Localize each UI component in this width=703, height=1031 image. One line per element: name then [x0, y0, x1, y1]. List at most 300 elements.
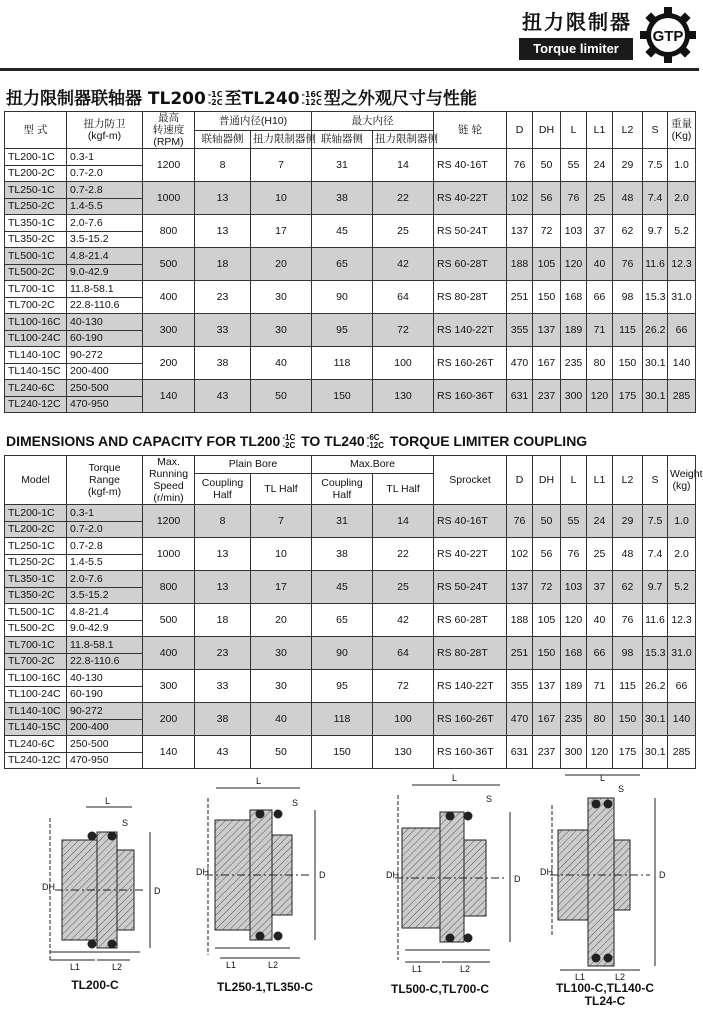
title-en-sup1 — [282, 434, 295, 450]
sprocket-cell: RS 40-22T — [434, 538, 507, 571]
table-row — [5, 314, 696, 331]
dh-cell: 237 — [533, 736, 561, 769]
spec-table-en — [4, 455, 703, 769]
plain-bore-tl-cell: 50 — [251, 380, 312, 413]
plain-bore-coupling-cell: 23 — [195, 281, 251, 314]
plain-bore-tl-cell: 17 — [251, 571, 312, 604]
model-cell: TL500-2C — [5, 264, 67, 281]
model-cell: TL140-15C — [5, 363, 67, 380]
plain-bore-tl-cell: 30 — [251, 637, 312, 670]
title-en-mid: TO TL240 — [297, 433, 365, 449]
sprocket-cell: RS 80-28T — [434, 637, 507, 670]
torque-range-cell: 0.7-2.0 — [67, 165, 143, 182]
l1-cell: 80 — [587, 703, 613, 736]
logo-text: GTP — [652, 28, 684, 45]
model-cell: TL140-15C — [5, 719, 67, 736]
table-row — [5, 538, 696, 555]
model-cell: TL350-2C — [5, 231, 67, 248]
s-cell: 9.7 — [643, 571, 668, 604]
s-cell: 9.7 — [643, 215, 668, 248]
d-cell: 251 — [507, 281, 533, 314]
weight-cell: 66 — [668, 670, 696, 703]
torque-range-cell: 0.7-2.8 — [67, 538, 143, 555]
speed-cell: 200 — [143, 703, 195, 736]
model-cell: TL200-2C — [5, 521, 67, 538]
dim-label-s: S — [618, 784, 625, 794]
plain-bore-coupling-cell: 33 — [195, 670, 251, 703]
s-cell: 30.1 — [643, 703, 668, 736]
torque-range-cell: 0.7-2.8 — [67, 182, 143, 199]
max-bore-coupling-cell: 95 — [312, 670, 373, 703]
torque-range-cell: 0.3-1 — [67, 505, 143, 522]
max-bore-tl-cell: 72 — [373, 670, 434, 703]
drawing-tl100-140-24 — [550, 775, 655, 970]
speed-cell: 400 — [143, 281, 195, 314]
max-bore-coupling-cell: 118 — [312, 347, 373, 380]
l1-cell: 24 — [587, 149, 613, 182]
plain-bore-coupling-cell: 33 — [195, 314, 251, 347]
torque-range-cell: 11.8-58.1 — [67, 637, 143, 654]
s-cell: 15.3 — [643, 637, 668, 670]
model-cell: TL100-16C — [5, 670, 67, 687]
table-row — [5, 182, 696, 199]
plain-bore-tl-cell: 20 — [251, 248, 312, 281]
table-body-en — [5, 505, 696, 769]
dh-cell: 167 — [533, 703, 561, 736]
spec-table-cn — [4, 111, 696, 413]
col-l2: L2 — [613, 112, 643, 149]
plain-bore-coupling-cell: 13 — [195, 538, 251, 571]
table-row — [5, 670, 696, 687]
model-cell: TL140-10C — [5, 347, 67, 364]
max-bore-tl-cell: 100 — [373, 703, 434, 736]
title-cn-sup2 — [302, 91, 322, 107]
weight-cell: 31.0 — [668, 637, 696, 670]
d-cell: 188 — [507, 604, 533, 637]
d-cell: 355 — [507, 314, 533, 347]
torque-range-cell: 9.0-42.9 — [67, 264, 143, 281]
table-row — [5, 505, 696, 522]
d-cell: 470 — [507, 347, 533, 380]
torque-range-cell: 250-500 — [67, 380, 143, 397]
dh-cell: 150 — [533, 637, 561, 670]
sup-top: -16C — [301, 90, 322, 99]
l2-cell: 48 — [613, 538, 643, 571]
caption-tl500-700: TL500-C,TL700-C — [390, 982, 490, 996]
l1-cell: 120 — [587, 380, 613, 413]
max-bore-coupling-cell: 150 — [312, 736, 373, 769]
caption-tl200: TL200-C — [71, 978, 119, 992]
model-cell: TL200-1C — [5, 149, 67, 166]
l-cell: 55 — [561, 505, 587, 538]
dim-label-l: L — [256, 776, 262, 786]
l2-cell: 76 — [613, 604, 643, 637]
plain-bore-coupling-cell: 13 — [195, 571, 251, 604]
l2-cell: 62 — [613, 571, 643, 604]
weight-cell: 1.0 — [668, 505, 696, 538]
sprocket-cell: RS 60-28T — [434, 248, 507, 281]
torque-range-cell: 22.8-110.6 — [67, 653, 143, 670]
l-cell: 189 — [561, 670, 587, 703]
max-bore-tl-cell: 25 — [373, 215, 434, 248]
sprocket-cell: RS 160-36T — [434, 380, 507, 413]
dh-cell: 137 — [533, 670, 561, 703]
torque-range-cell: 250-500 — [67, 736, 143, 753]
col-s: S — [643, 456, 668, 505]
weight-cell: 12.3 — [668, 604, 696, 637]
s-cell: 7.5 — [643, 505, 668, 538]
max-bore-coupling-cell: 38 — [312, 182, 373, 215]
dh-cell: 56 — [533, 182, 561, 215]
l2-cell: 98 — [613, 281, 643, 314]
dim-label-s: S — [486, 794, 493, 804]
col-max-bore: Max.Bore — [312, 456, 434, 474]
l1-cell: 71 — [587, 314, 613, 347]
model-cell: TL250-1C — [5, 182, 67, 199]
title-cn-prefix: 扭力限制器联轴器 TL200 — [6, 89, 206, 109]
col-plain-bore: 普通内径(H10) — [195, 112, 312, 131]
model-cell: TL250-1C — [5, 538, 67, 555]
l2-cell: 175 — [613, 736, 643, 769]
title-en-suffix: TORQUE LIMITER COUPLING — [386, 433, 588, 449]
speed-cell: 800 — [143, 215, 195, 248]
max-bore-coupling-cell: 118 — [312, 703, 373, 736]
d-cell: 631 — [507, 736, 533, 769]
header-rule — [0, 68, 699, 71]
col-plain-bore: Plain Bore — [195, 456, 312, 474]
d-cell: 137 — [507, 215, 533, 248]
sprocket-cell: RS 140-22T — [434, 670, 507, 703]
model-cell: TL100-24C — [5, 686, 67, 703]
max-bore-tl-cell: 130 — [373, 380, 434, 413]
title-en-sup2 — [367, 434, 384, 450]
dim-label-d: D — [319, 870, 326, 880]
weight-cell: 31.0 — [668, 281, 696, 314]
dh-cell: 150 — [533, 281, 561, 314]
dim-label-l1: L1 — [575, 972, 586, 982]
dim-label-l: L — [600, 773, 606, 783]
d-cell: 470 — [507, 703, 533, 736]
plain-bore-tl-cell: 20 — [251, 604, 312, 637]
dh-cell: 72 — [533, 571, 561, 604]
dim-label-d: D — [154, 886, 161, 896]
header — [0, 0, 699, 76]
caption-tl100-140-24: TL100-C,TL140-C TL24-C — [555, 981, 655, 1008]
table-row — [5, 347, 696, 364]
plain-bore-tl-cell: 30 — [251, 670, 312, 703]
l-cell: 168 — [561, 281, 587, 314]
table-row — [5, 604, 696, 621]
dim-label-dh: DH — [42, 882, 55, 892]
speed-cell: 1200 — [143, 149, 195, 182]
col-max-bore: 最大内径 — [312, 112, 434, 131]
sprocket-cell: RS 160-26T — [434, 347, 507, 380]
model-cell: TL100-24C — [5, 330, 67, 347]
model-cell: TL350-1C — [5, 571, 67, 588]
dim-label-s: S — [122, 818, 129, 828]
weight-cell: 5.2 — [668, 571, 696, 604]
dim-label-l: L — [105, 796, 111, 806]
s-cell: 15.3 — [643, 281, 668, 314]
plain-bore-coupling-cell: 18 — [195, 604, 251, 637]
l-cell: 235 — [561, 347, 587, 380]
l2-cell: 115 — [613, 314, 643, 347]
torque-range-cell: 4.8-21.4 — [67, 248, 143, 265]
plain-bore-tl-cell: 50 — [251, 736, 312, 769]
table-row — [5, 703, 696, 720]
col-plain-a: 联轴器侧 — [195, 130, 251, 149]
torque-range-cell: 40-130 — [67, 670, 143, 687]
max-bore-tl-cell: 42 — [373, 604, 434, 637]
section-title-en — [6, 433, 587, 450]
weight-cell: 1.0 — [668, 149, 696, 182]
drawing-tl500-700 — [395, 785, 510, 962]
plain-bore-coupling-cell: 13 — [195, 215, 251, 248]
torque-range-cell: 470-950 — [67, 752, 143, 769]
torque-range-cell: 1.4-5.5 — [67, 554, 143, 571]
plain-bore-tl-cell: 7 — [251, 149, 312, 182]
max-bore-tl-cell: 100 — [373, 347, 434, 380]
l-cell: 120 — [561, 248, 587, 281]
col-model: Model — [5, 456, 67, 505]
d-cell: 102 — [507, 182, 533, 215]
plain-bore-coupling-cell: 8 — [195, 149, 251, 182]
max-bore-tl-cell: 130 — [373, 736, 434, 769]
col-speed: Max. Running Speed (r/min) — [143, 456, 195, 505]
plain-bore-coupling-cell: 18 — [195, 248, 251, 281]
col-model: 型 式 — [5, 112, 67, 149]
torque-range-cell: 3.5-15.2 — [67, 231, 143, 248]
model-cell: TL240-6C — [5, 736, 67, 753]
dh-cell: 50 — [533, 149, 561, 182]
d-cell: 251 — [507, 637, 533, 670]
l1-cell: 37 — [587, 571, 613, 604]
table-body-cn — [5, 149, 696, 413]
table-row — [5, 571, 696, 588]
header-title-cn: 扭力限制器 — [522, 10, 632, 34]
speed-cell: 400 — [143, 637, 195, 670]
l2-cell: 29 — [613, 505, 643, 538]
l1-cell: 24 — [587, 505, 613, 538]
sup-bot: -12C — [366, 441, 384, 451]
max-bore-coupling-cell: 45 — [312, 215, 373, 248]
speed-cell: 1200 — [143, 505, 195, 538]
plain-bore-tl-cell: 40 — [251, 347, 312, 380]
sprocket-cell: RS 40-22T — [434, 182, 507, 215]
dh-cell: 56 — [533, 538, 561, 571]
l-cell: 235 — [561, 703, 587, 736]
max-bore-coupling-cell: 38 — [312, 538, 373, 571]
d-cell: 102 — [507, 538, 533, 571]
plain-bore-tl-cell: 40 — [251, 703, 312, 736]
plain-bore-tl-cell: 7 — [251, 505, 312, 538]
model-cell: TL200-2C — [5, 165, 67, 182]
s-cell: 30.1 — [643, 380, 668, 413]
l2-cell: 175 — [613, 380, 643, 413]
model-cell: TL240-12C — [5, 752, 67, 769]
plain-bore-tl-cell: 30 — [251, 281, 312, 314]
s-cell: 30.1 — [643, 736, 668, 769]
l2-cell: 150 — [613, 347, 643, 380]
table-row — [5, 637, 696, 654]
plain-bore-coupling-cell: 43 — [195, 736, 251, 769]
d-cell: 76 — [507, 505, 533, 538]
torque-range-cell: 0.3-1 — [67, 149, 143, 166]
l1-cell: 66 — [587, 281, 613, 314]
torque-range-cell: 60-190 — [67, 686, 143, 703]
d-cell: 137 — [507, 571, 533, 604]
model-cell: TL100-16C — [5, 314, 67, 331]
s-cell: 7.4 — [643, 538, 668, 571]
l2-cell: 62 — [613, 215, 643, 248]
dim-label-l2: L2 — [112, 962, 123, 972]
col-l: L — [561, 112, 587, 149]
title-cn-suffix: 型之外观尺寸与性能 — [323, 89, 477, 109]
max-bore-tl-cell: 64 — [373, 637, 434, 670]
model-cell: TL500-1C — [5, 248, 67, 265]
l-cell: 300 — [561, 736, 587, 769]
col-max-b: TL Half — [373, 473, 434, 504]
drawing-tl200 — [50, 807, 150, 960]
gtp-logo-icon — [638, 5, 698, 65]
l-cell: 300 — [561, 380, 587, 413]
s-cell: 7.4 — [643, 182, 668, 215]
model-cell: TL240-12C — [5, 396, 67, 413]
l1-cell: 66 — [587, 637, 613, 670]
section-title-cn — [6, 84, 477, 109]
speed-cell: 300 — [143, 314, 195, 347]
max-bore-coupling-cell: 65 — [312, 604, 373, 637]
model-cell: TL250-2C — [5, 554, 67, 571]
s-cell: 26.2 — [643, 670, 668, 703]
sup-top: -6C — [366, 433, 380, 443]
max-bore-coupling-cell: 95 — [312, 314, 373, 347]
sup-bot: -2C — [207, 98, 223, 107]
l1-cell: 40 — [587, 248, 613, 281]
speed-cell: 300 — [143, 670, 195, 703]
table-row — [5, 248, 696, 265]
max-bore-coupling-cell: 45 — [312, 571, 373, 604]
torque-range-cell: 90-272 — [67, 703, 143, 720]
dh-cell: 105 — [533, 248, 561, 281]
l2-cell: 29 — [613, 149, 643, 182]
l2-cell: 115 — [613, 670, 643, 703]
sprocket-cell: RS 160-26T — [434, 703, 507, 736]
sprocket-cell: RS 140-22T — [434, 314, 507, 347]
dim-label-s: S — [292, 798, 299, 808]
col-plain-b: 扭力限制器侧 — [251, 130, 312, 149]
plain-bore-tl-cell: 30 — [251, 314, 312, 347]
weight-cell: 140 — [668, 703, 696, 736]
speed-cell: 500 — [143, 248, 195, 281]
table-row — [5, 380, 696, 397]
model-cell: TL250-2C — [5, 198, 67, 215]
d-cell: 188 — [507, 248, 533, 281]
plain-bore-coupling-cell: 23 — [195, 637, 251, 670]
torque-range-cell: 0.7-2.0 — [67, 521, 143, 538]
col-max-a: 联轴器侧 — [312, 130, 373, 149]
weight-cell: 285 — [668, 736, 696, 769]
torque-range-cell: 2.0-7.6 — [67, 571, 143, 588]
sup-bot: -2C — [282, 441, 296, 451]
plain-bore-coupling-cell: 8 — [195, 505, 251, 538]
s-cell: 26.2 — [643, 314, 668, 347]
title-cn-mid: 至TL240 — [224, 89, 300, 109]
drawing-tl250-350 — [205, 788, 315, 958]
model-cell: TL240-6C — [5, 380, 67, 397]
torque-range-cell: 9.0-42.9 — [67, 620, 143, 637]
dim-label-l1: L1 — [70, 962, 81, 972]
model-cell: TL200-1C — [5, 505, 67, 522]
weight-cell: 2.0 — [668, 182, 696, 215]
speed-cell: 500 — [143, 604, 195, 637]
dh-cell: 137 — [533, 314, 561, 347]
col-l: L — [561, 456, 587, 505]
torque-range-cell: 11.8-58.1 — [67, 281, 143, 298]
col-l1: L1 — [587, 456, 613, 505]
col-range: Torque Range (kgf-m) — [67, 456, 143, 505]
max-bore-tl-cell: 42 — [373, 248, 434, 281]
plain-bore-tl-cell: 17 — [251, 215, 312, 248]
l1-cell: 37 — [587, 215, 613, 248]
col-dh: DH — [533, 456, 561, 505]
plain-bore-coupling-cell: 38 — [195, 703, 251, 736]
table-row — [5, 736, 696, 753]
drawings-area — [0, 770, 699, 1026]
torque-range-cell: 60-190 — [67, 330, 143, 347]
col-plain-a: Coupling Half — [195, 473, 251, 504]
speed-cell: 200 — [143, 347, 195, 380]
max-bore-tl-cell: 14 — [373, 505, 434, 538]
col-speed: 最高 转速度 (RPM) — [143, 112, 195, 149]
dim-label-d: D — [659, 870, 666, 880]
col-chain: Sprocket — [434, 456, 507, 505]
model-cell: TL140-10C — [5, 703, 67, 720]
plain-bore-tl-cell: 10 — [251, 182, 312, 215]
s-cell: 7.5 — [643, 149, 668, 182]
sprocket-cell: RS 160-36T — [434, 736, 507, 769]
max-bore-coupling-cell: 90 — [312, 281, 373, 314]
l-cell: 76 — [561, 538, 587, 571]
table-row — [5, 215, 696, 232]
max-bore-coupling-cell: 150 — [312, 380, 373, 413]
dh-cell: 237 — [533, 380, 561, 413]
model-cell: TL700-1C — [5, 637, 67, 654]
col-plain-b: TL Half — [251, 473, 312, 504]
torque-range-cell: 200-400 — [67, 719, 143, 736]
l1-cell: 25 — [587, 182, 613, 215]
dim-label-dh: DH — [196, 867, 209, 877]
sprocket-cell: RS 40-16T — [434, 505, 507, 538]
dh-cell: 72 — [533, 215, 561, 248]
weight-cell: 66 — [668, 314, 696, 347]
sup-top: -1C — [207, 90, 223, 99]
max-bore-tl-cell: 14 — [373, 149, 434, 182]
d-cell: 76 — [507, 149, 533, 182]
d-cell: 355 — [507, 670, 533, 703]
l2-cell: 98 — [613, 637, 643, 670]
sprocket-cell: RS 50-24T — [434, 215, 507, 248]
dim-label-l: L — [452, 773, 458, 783]
title-en-prefix: DIMENSIONS AND CAPACITY FOR TL200 — [6, 433, 281, 449]
model-cell: TL350-1C — [5, 215, 67, 232]
sprocket-cell: RS 40-16T — [434, 149, 507, 182]
torque-range-cell: 470-950 — [67, 396, 143, 413]
speed-cell: 140 — [143, 380, 195, 413]
caption-tl250-350: TL250-1,TL350-C — [216, 980, 314, 994]
s-cell: 11.6 — [643, 604, 668, 637]
dh-cell: 167 — [533, 347, 561, 380]
